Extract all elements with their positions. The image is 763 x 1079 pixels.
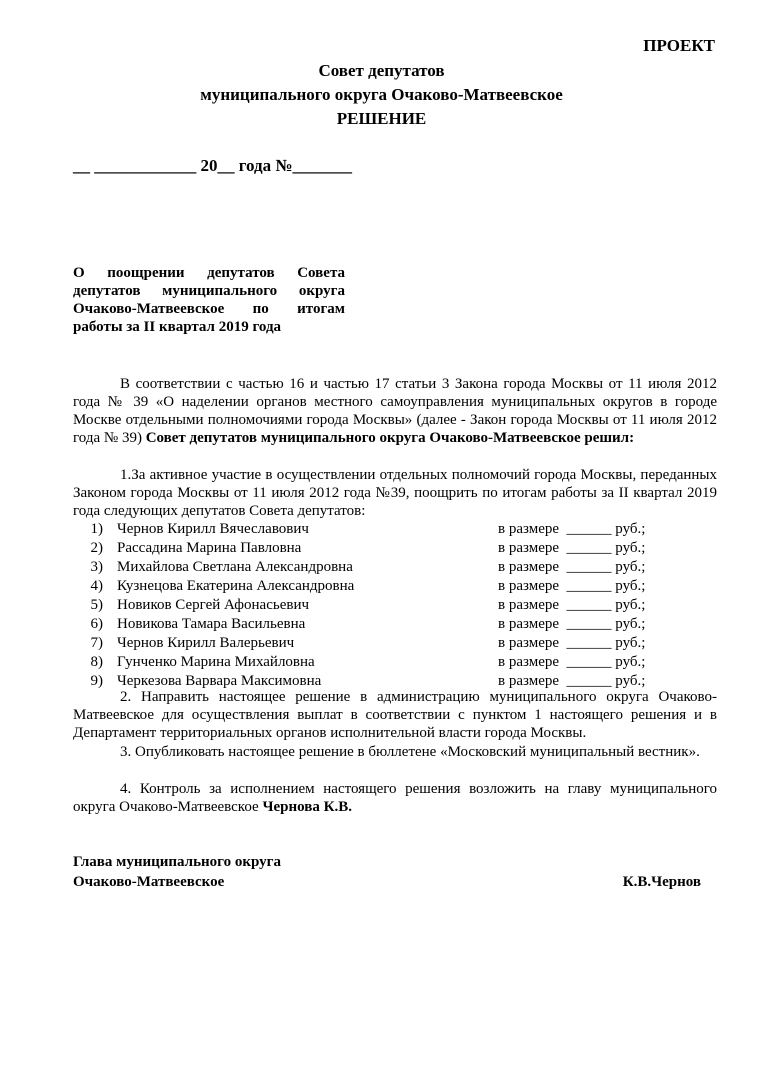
org-title-line1: Совет депутатов	[318, 61, 445, 80]
item-2	[73, 688, 717, 742]
org-title-line2: муниципального округа Очаково-Матвеевское	[200, 85, 563, 104]
item-3	[73, 743, 717, 761]
deputy-amount: в размере ______ руб.;	[498, 578, 646, 594]
date-number-line: __ ____________ 20__ года №_______	[73, 156, 352, 175]
deputy-row	[73, 520, 717, 539]
signature-name: К.В.Чернов	[622, 874, 701, 890]
deputy-amount: в размере ______ руб.;	[498, 635, 646, 651]
deputy-number: 5)	[90, 597, 103, 613]
deputy-number: 1)	[90, 521, 103, 537]
signature-title-line2: Очаково-Матвеевское	[73, 874, 225, 890]
item-3-text: 3. Опубликовать настоящее решение в бюллетене «Московский муниципальный вестник».	[120, 744, 700, 760]
preamble-decision: Совет депутатов муниципального округа Очаково-Матвеевское решил:	[145, 430, 635, 446]
deputy-name: Чернов Кирилл Валерьевич	[117, 635, 295, 651]
draft-label: ПРОЕКТ	[643, 36, 715, 55]
document-subject: О поощрении депутатов Совета депутатов муниципального округа Очаково-Матвеевское по итогам работы за II квартал 2019 года	[73, 265, 345, 335]
deputy-name: Гунченко Марина Михайловна	[117, 654, 315, 670]
deputy-number: 8)	[90, 654, 103, 670]
deputy-amount: в размере ______ руб.;	[498, 654, 646, 670]
deputy-row	[73, 558, 717, 577]
deputy-number: 3)	[90, 559, 103, 575]
preamble	[73, 375, 717, 447]
deputy-name: Новикова Тамара Васильевна	[117, 616, 306, 632]
deputy-row	[73, 577, 717, 596]
deputy-amount: в размере ______ руб.;	[498, 521, 646, 537]
signature-title	[73, 853, 281, 891]
deputy-row	[73, 539, 717, 558]
item-4	[73, 780, 717, 816]
deputy-name: Кузнецова Екатерина Александровна	[117, 578, 355, 594]
deputy-number: 4)	[90, 578, 103, 594]
deputy-row	[73, 615, 717, 634]
item-1-text: 1.За активное участие в осуществлении отдельных полномочий города Москвы, переданных Законом города Москвы от 11 июля 2012 года №39, поощрить по итогам работы за II квартал 2019 года следующих депутатов Совета депутатов:	[73, 467, 717, 519]
deputy-number: 9)	[90, 673, 103, 689]
deputy-number: 7)	[90, 635, 103, 651]
deputy-name: Черкезова Варвара Максимовна	[117, 673, 322, 689]
deputy-name: Михайлова Светлана Александровна	[117, 559, 353, 575]
deputy-amount: в размере ______ руб.;	[498, 616, 646, 632]
item-4-text: 4. Контроль за исполнением настоящего решения возложить на главу муниципального округа Очаково-Матвеевское	[73, 781, 717, 815]
signature-title-line1: Глава муниципального округа	[73, 854, 281, 870]
deputy-amount: в размере ______ руб.;	[498, 540, 646, 556]
preamble-text: В соответствии с частью 16 и частью 17 статьи 3 Закона города Москвы от 11 июля 2012 года № 39 «О наделении органов местного самоуправления муниципальных округов в городе Москве отдельными полномочиями города Москвы» (далее - Закон города Москвы от 11 июля 2012 года № 39)	[73, 376, 717, 446]
deputies-list	[73, 520, 717, 691]
document-type: РЕШЕНИЕ	[336, 109, 427, 128]
deputy-amount: в размере ______ руб.;	[498, 597, 646, 613]
deputy-name: Рассадина Марина Павловна	[117, 540, 302, 556]
deputy-row	[73, 634, 717, 653]
deputy-amount: в размере ______ руб.;	[498, 673, 646, 689]
deputy-name: Новиков Сергей Афонасьевич	[117, 597, 310, 613]
deputy-name: Чернов Кирилл Вячеславович	[117, 521, 309, 537]
deputy-row	[73, 653, 717, 672]
deputy-number: 6)	[90, 616, 103, 632]
item-1	[73, 466, 717, 520]
deputy-amount: в размере ______ руб.;	[498, 559, 646, 575]
deputy-number: 2)	[90, 540, 103, 556]
item-2-text: 2. Направить настоящее решение в администрацию муниципального округа Очаково-Матвеевское для осуществления выплат в соответствии с пунктом 1 настоящего решения и в Департамент территориальных органов исполнительной власти города Москвы.	[73, 689, 717, 741]
deputy-row	[73, 596, 717, 615]
item-4-person: Чернова К.В.	[262, 799, 352, 815]
